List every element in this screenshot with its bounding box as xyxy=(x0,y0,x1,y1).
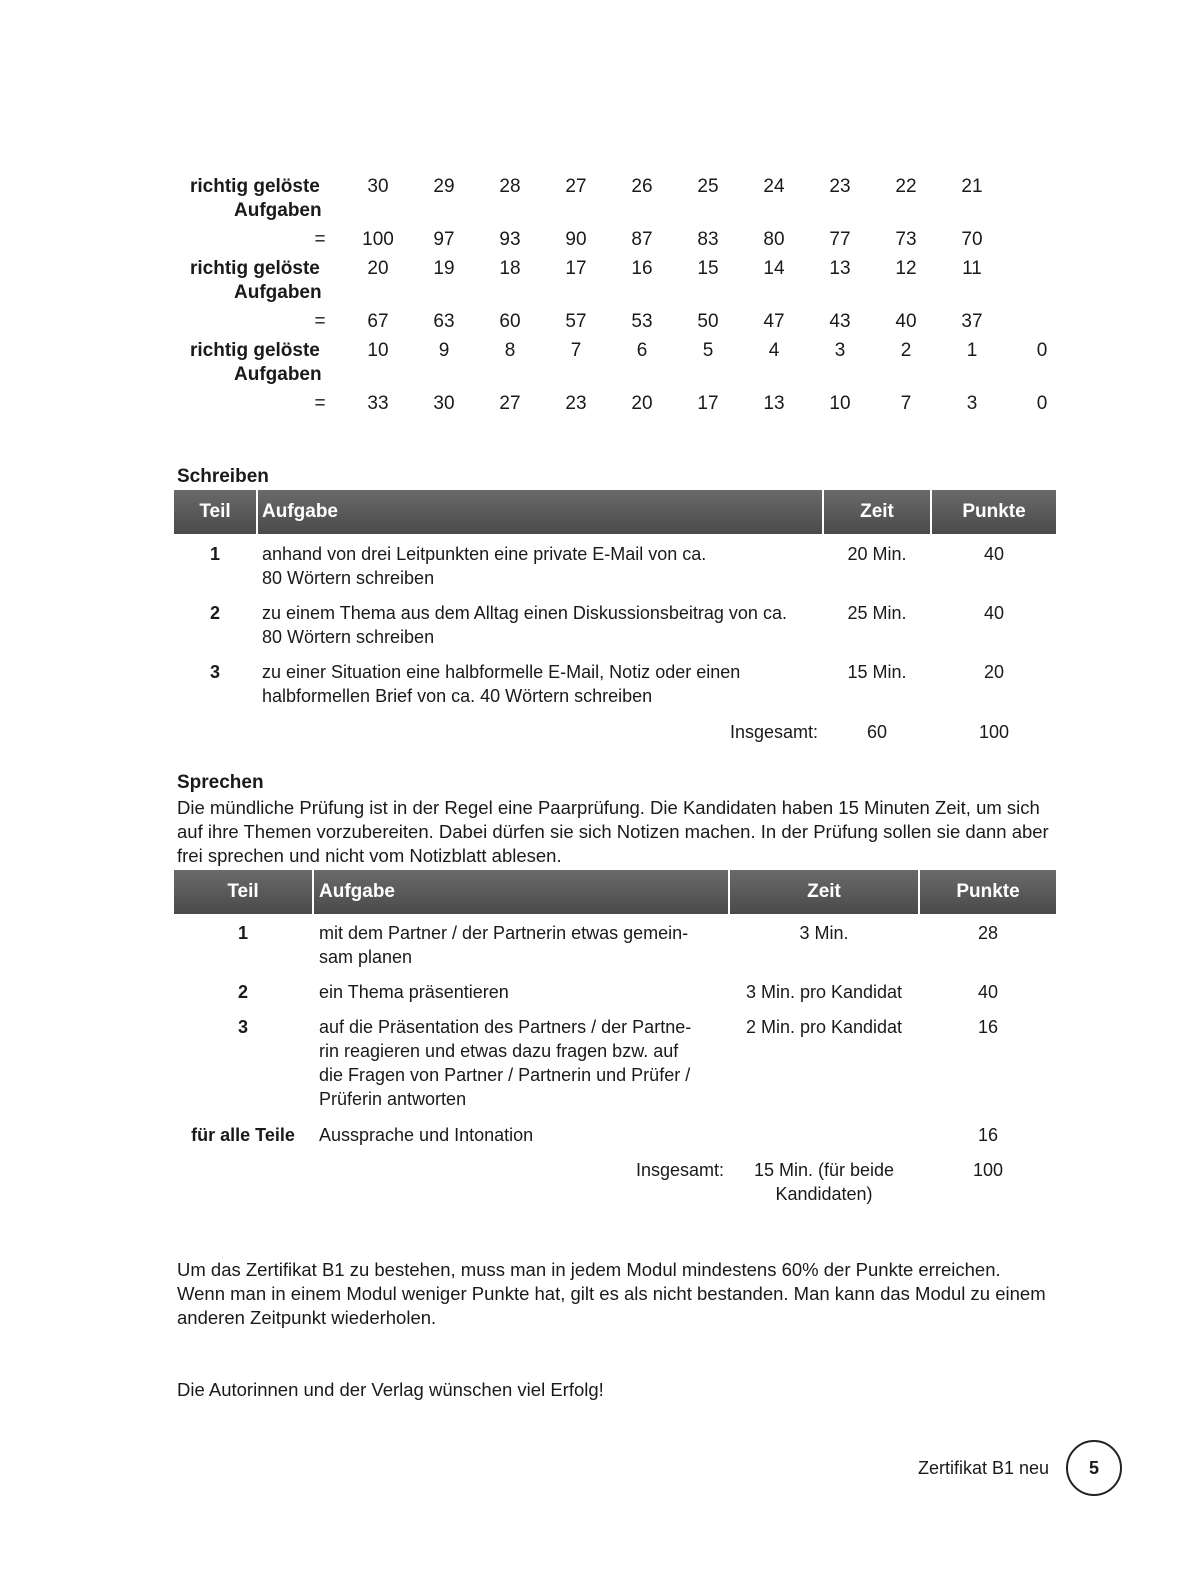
cell: 11 xyxy=(962,258,982,279)
aufgabe-text: 80 Wörtern schreiben xyxy=(262,568,435,588)
row-label-2: Aufgaben xyxy=(234,282,322,303)
cell: 29 xyxy=(433,176,455,197)
header-aufgabe: Aufgabe xyxy=(314,870,728,914)
row-label-2: Aufgaben xyxy=(234,364,322,385)
cell: 6 xyxy=(636,340,648,361)
score-row-points xyxy=(190,229,1060,255)
header-teil: Teil xyxy=(174,490,256,534)
row-label: richtig gelöste xyxy=(190,176,320,197)
aufgabe-text: Aussprache und Intonation xyxy=(319,1125,534,1145)
teil-number: 3 xyxy=(237,1017,248,1037)
cell: 3 xyxy=(966,393,978,414)
punkte-value: 16 xyxy=(977,1125,999,1145)
cell: 77 xyxy=(829,229,851,250)
total-zeit: Kandidaten) xyxy=(775,1184,873,1204)
aufgabe-text: 80 Wörtern schreiben xyxy=(262,627,435,647)
aufgabe-text: zu einer Situation eine halbformelle E-Mail, Notiz oder einen xyxy=(262,662,741,682)
teil-number: 2 xyxy=(209,603,220,623)
intro-line: frei sprechen und nicht vom Notizblatt ablesen. xyxy=(177,845,562,866)
row-label-2: Aufgaben xyxy=(234,200,322,221)
cell: 90 xyxy=(565,229,587,250)
cell: 83 xyxy=(697,229,719,250)
cell: 21 xyxy=(961,176,983,197)
paragraph-line: Um das Zertifikat B1 zu bestehen, muss man in jedem Modul mindestens 60% der Punkte erreichen. xyxy=(177,1259,1001,1280)
cell: 43 xyxy=(829,311,851,332)
cell: 20 xyxy=(367,258,389,279)
cell: 87 xyxy=(631,229,653,250)
score-row-tasks xyxy=(190,340,1060,385)
teil-number: 3 xyxy=(209,662,220,682)
cell: 8 xyxy=(504,340,516,361)
teil-number: 1 xyxy=(209,544,220,564)
aufgabe-text: rin reagieren und etwas dazu fragen bzw. auf xyxy=(319,1041,679,1061)
cell: 10 xyxy=(829,393,851,414)
page-number: 5 xyxy=(1066,1440,1122,1496)
aufgabe-text: die Fragen von Partner / Partnerin und Prüfer / xyxy=(319,1065,691,1085)
row-label: richtig gelöste xyxy=(190,258,320,279)
punkte-value: 40 xyxy=(977,982,999,1002)
cell: 17 xyxy=(565,258,587,279)
cell: 50 xyxy=(697,311,719,332)
intro-line: Die mündliche Prüfung ist in der Regel eine Paarprüfung. Die Kandidaten haben 15 Minuten Zeit, um sich xyxy=(177,797,1040,818)
equals-sign: = xyxy=(314,311,326,332)
cell: 27 xyxy=(499,393,521,414)
total-label: Insgesamt: xyxy=(729,722,818,742)
punkte-value: 20 xyxy=(983,662,1005,682)
row-label: richtig gelöste xyxy=(190,340,320,361)
cell: 15 xyxy=(697,258,719,279)
header-punkte: Punkte xyxy=(932,490,1056,534)
header-aufgabe: Aufgabe xyxy=(258,490,822,534)
equals-sign: = xyxy=(314,393,326,414)
header-teil: Teil xyxy=(174,870,312,914)
zeit-value: 3 Min. xyxy=(799,923,849,943)
paragraph-line: anderen Zeitpunkt wiederholen. xyxy=(177,1307,437,1328)
cell: 13 xyxy=(763,393,785,414)
score-row-tasks xyxy=(190,258,1060,303)
cell: 5 xyxy=(702,340,714,361)
cell: 53 xyxy=(631,311,653,332)
cell: 70 xyxy=(961,229,983,250)
cell: 37 xyxy=(961,311,983,332)
total-punkte: 100 xyxy=(972,1160,1004,1180)
teil-label: für alle Teile xyxy=(191,1125,295,1145)
total-label: Insgesamt: xyxy=(635,1160,724,1180)
cell: 20 xyxy=(631,393,653,414)
aufgabe-text: anhand von drei Leitpunkten eine private E-Mail von ca. xyxy=(262,544,707,564)
intro-line: auf ihre Themen vorzubereiten. Dabei dürfen sie sich Notizen machen. In der Prüfung sollen sie dann aber xyxy=(177,821,1049,842)
cell: 22 xyxy=(895,176,917,197)
cell: 67 xyxy=(367,311,389,332)
cell: 0 xyxy=(1036,393,1048,414)
cell: 33 xyxy=(367,393,389,414)
header-punkte: Punkte xyxy=(920,870,1056,914)
cell: 3 xyxy=(834,340,846,361)
cell: 27 xyxy=(565,176,587,197)
cell: 24 xyxy=(763,176,785,197)
cell: 97 xyxy=(433,229,455,250)
zeit-value: 15 Min. xyxy=(847,662,907,682)
cell: 1 xyxy=(966,340,978,361)
teil-number: 2 xyxy=(237,982,248,1002)
score-row-points xyxy=(190,393,1060,419)
sprechen-intro xyxy=(177,796,1057,868)
cell: 100 xyxy=(362,229,394,250)
cell: 12 xyxy=(895,258,917,279)
closing-wish: Die Autorinnen und der Verlag wünschen viel Erfolg! xyxy=(177,1379,604,1400)
cell: 63 xyxy=(433,311,455,332)
aufgabe-text: zu einem Thema aus dem Alltag einen Diskussionsbeitrag von ca. xyxy=(262,603,787,623)
cell: 2 xyxy=(900,340,912,361)
total-punkte: 100 xyxy=(978,722,1010,742)
cell: 26 xyxy=(631,176,653,197)
cell: 28 xyxy=(499,176,521,197)
header-zeit: Zeit xyxy=(730,870,918,914)
cell: 73 xyxy=(895,229,917,250)
cell: 47 xyxy=(763,311,785,332)
cell: 60 xyxy=(499,311,521,332)
cell: 0 xyxy=(1036,340,1048,361)
total-zeit: 60 xyxy=(866,722,888,742)
cell: 16 xyxy=(631,258,653,279)
cell: 7 xyxy=(900,393,912,414)
punkte-value: 40 xyxy=(983,544,1005,564)
cell: 40 xyxy=(895,311,917,332)
zeit-value: 3 Min. pro Kandidat xyxy=(745,982,903,1002)
sprechen-title: Sprechen xyxy=(177,772,264,793)
score-row-tasks xyxy=(190,176,1060,221)
cell: 4 xyxy=(768,340,780,361)
cell: 80 xyxy=(763,229,785,250)
cell: 23 xyxy=(829,176,851,197)
aufgabe-text: mit dem Partner / der Partnerin etwas gemein- xyxy=(319,923,689,943)
equals-sign: = xyxy=(314,229,326,250)
header-zeit: Zeit xyxy=(824,490,930,534)
footer-book-title: Zertifikat B1 neu xyxy=(918,1458,1050,1478)
cell: 10 xyxy=(367,340,389,361)
cell: 18 xyxy=(499,258,521,279)
punkte-value: 28 xyxy=(977,923,999,943)
teil-number: 1 xyxy=(237,923,248,943)
cell: 30 xyxy=(433,393,455,414)
aufgabe-text: Prüferin antworten xyxy=(319,1089,467,1109)
cell: 9 xyxy=(438,340,450,361)
zeit-value: 2 Min. pro Kandidat xyxy=(745,1017,903,1037)
cell: 30 xyxy=(367,176,389,197)
paragraph-line: Wenn man in einem Modul weniger Punkte hat, gilt es als nicht bestanden. Man kann das Modul zu einem xyxy=(177,1283,1046,1304)
cell: 23 xyxy=(565,393,587,414)
schreiben-title: Schreiben xyxy=(177,466,269,487)
punkte-value: 16 xyxy=(977,1017,999,1037)
zeit-value: 20 Min. xyxy=(847,544,907,564)
cell: 13 xyxy=(829,258,851,279)
aufgabe-text: sam planen xyxy=(319,947,413,967)
cell: 19 xyxy=(433,258,455,279)
aufgabe-text: halbformellen Brief von ca. 40 Wörtern schreiben xyxy=(262,686,653,706)
score-row-points xyxy=(190,311,1060,337)
total-zeit: 15 Min. (für beide xyxy=(753,1160,895,1180)
cell: 17 xyxy=(697,393,719,414)
cell: 57 xyxy=(565,311,587,332)
cell: 93 xyxy=(499,229,521,250)
zeit-value: 25 Min. xyxy=(847,603,907,623)
aufgabe-text: ein Thema präsentieren xyxy=(319,982,509,1002)
punkte-value: 40 xyxy=(983,603,1005,623)
cell: 14 xyxy=(763,258,785,279)
pass-requirements xyxy=(177,1258,1057,1330)
cell: 25 xyxy=(697,176,719,197)
aufgabe-text: auf die Präsentation des Partners / der Partne- xyxy=(319,1017,692,1037)
cell: 7 xyxy=(570,340,582,361)
